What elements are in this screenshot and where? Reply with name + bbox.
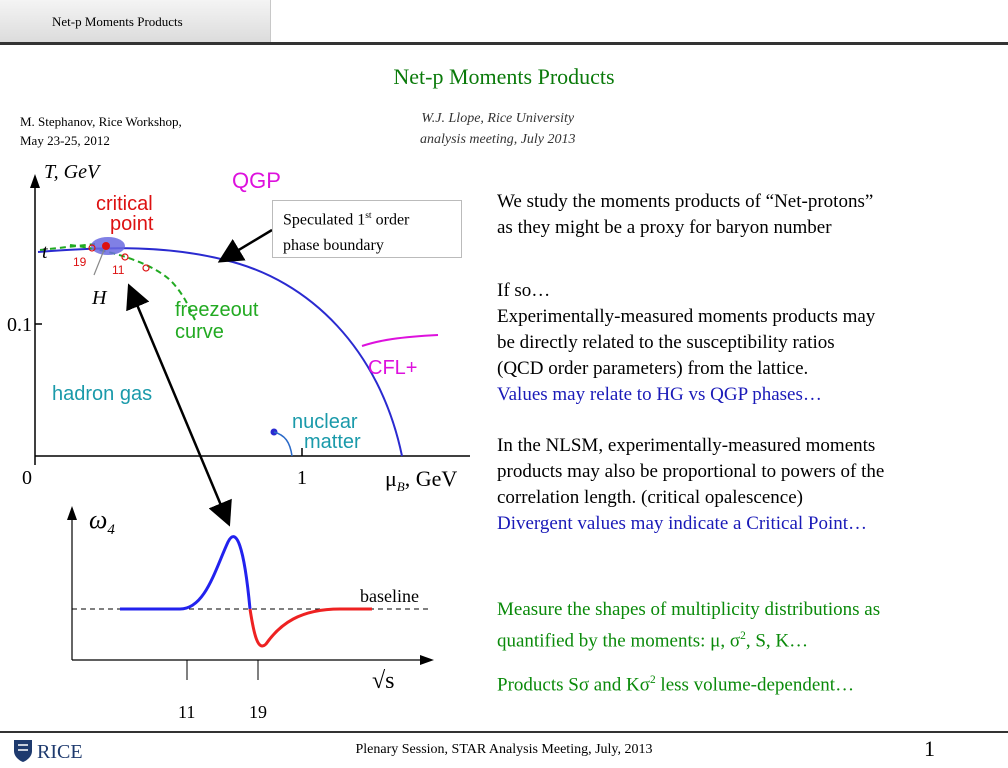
phase-y-tick-label: 0.1 xyxy=(7,314,32,336)
callout-line2: phase boundary xyxy=(283,237,384,255)
hadron-gas-label: hadron gas xyxy=(52,383,153,405)
label-11: 11 xyxy=(112,263,125,277)
rice-logo-text: RICE xyxy=(37,741,83,763)
omega-x-label: √s xyxy=(372,668,395,694)
omega-x-arrow xyxy=(420,655,434,665)
phase-y-arrow xyxy=(30,174,40,188)
page-number: 1 xyxy=(924,736,935,761)
nuclear-label-1: nuclear xyxy=(292,411,358,433)
citation-llope-line2: analysis meeting, July 2013 xyxy=(420,132,576,147)
paragraph-2 xyxy=(497,278,875,408)
body-line: We study the moments products of “Net-protons” xyxy=(497,191,874,212)
callout-arrow xyxy=(222,230,272,260)
omega-y-arrow xyxy=(67,506,77,520)
phase-boundary-callout xyxy=(272,200,462,258)
h-label: H xyxy=(92,287,107,309)
paragraph-1 xyxy=(497,189,873,241)
nuclear-matter-line xyxy=(274,432,292,456)
slide-title: Net-p Moments Products xyxy=(393,64,615,89)
header-divider xyxy=(0,42,1008,45)
t-label: t xyxy=(42,241,48,263)
paragraph-5: Products Sσ and $K\sigma^2$ less volume-dependent… xyxy=(497,674,855,696)
critical-label-2: point xyxy=(110,213,154,235)
body-line: In the NLSM, experimentally-measured moments xyxy=(497,435,876,456)
footer-divider xyxy=(0,731,1008,733)
body-line: as they might be a proxy for baryon number xyxy=(497,217,832,238)
omega-y-label: $\omega_4$ xyxy=(89,505,115,538)
label-19: 19 xyxy=(73,255,87,269)
body-line: products may also be proportional to powers of the xyxy=(497,461,885,482)
baseline-label: baseline xyxy=(360,586,419,606)
omega-tick-label-11: 11 xyxy=(178,702,196,722)
body-line: correlation length. (critical opalescence) xyxy=(497,487,803,508)
paragraph-4 xyxy=(497,597,880,654)
freezeout-label-1: freezeout xyxy=(175,299,259,321)
header-tab xyxy=(0,0,271,42)
body-line: (QCD order parameters) from the lattice. xyxy=(497,358,809,379)
body-line: be directly related to the susceptibility ratios xyxy=(497,332,835,353)
freezeout-point xyxy=(143,265,149,271)
body-line: Divergent values may indicate a Critical Point… xyxy=(497,513,868,534)
phase-x-label: $\mu_B$, GeV xyxy=(385,466,458,494)
header-tab-label: Net-p Moments Products xyxy=(52,14,183,29)
critical-label-1: critical xyxy=(96,193,153,215)
critical-point-dot xyxy=(102,242,110,250)
cfl-label: CFL+ xyxy=(368,357,418,379)
paragraph-3 xyxy=(497,433,884,537)
citation-llope xyxy=(420,108,576,150)
omega4-plot xyxy=(67,505,434,722)
omega-tick-label-19: 19 xyxy=(249,702,267,722)
callout-line1: Speculated 1st order xyxy=(283,210,410,229)
nuclear-label-2: matter xyxy=(304,431,361,453)
body-line: If so… xyxy=(497,280,551,301)
h-arrow xyxy=(94,250,104,275)
body-line: Values may relate to HG vs QGP phases… xyxy=(497,384,822,405)
cfl-boundary xyxy=(362,335,438,346)
body-line: Experimentally-measured moments products may xyxy=(497,306,876,327)
footer-text: Plenary Session, STAR Analysis Meeting, July, 2013 xyxy=(355,742,653,757)
body-line: quantified by the moments: μ, $\sigma^2$, S, K… xyxy=(497,630,809,652)
phase-x-tick-label: 1 xyxy=(297,467,307,489)
citation-llope-line1: W.J. Llope, Rice University xyxy=(421,111,575,126)
freezeout-label-2: curve xyxy=(175,321,224,343)
body-line: Measure the shapes of multiplicity distributions as xyxy=(497,599,881,620)
omega-positive-curve xyxy=(120,537,250,609)
phase-y-label: T, GeV xyxy=(44,161,100,183)
phase-x-origin-label: 0 xyxy=(22,467,32,489)
qgp-label: QGP xyxy=(232,168,281,193)
citation-stephanov: M. Stephanov, Rice Workshop, May 23-25, 2012 xyxy=(20,114,182,148)
omega-negative-curve xyxy=(250,609,372,646)
